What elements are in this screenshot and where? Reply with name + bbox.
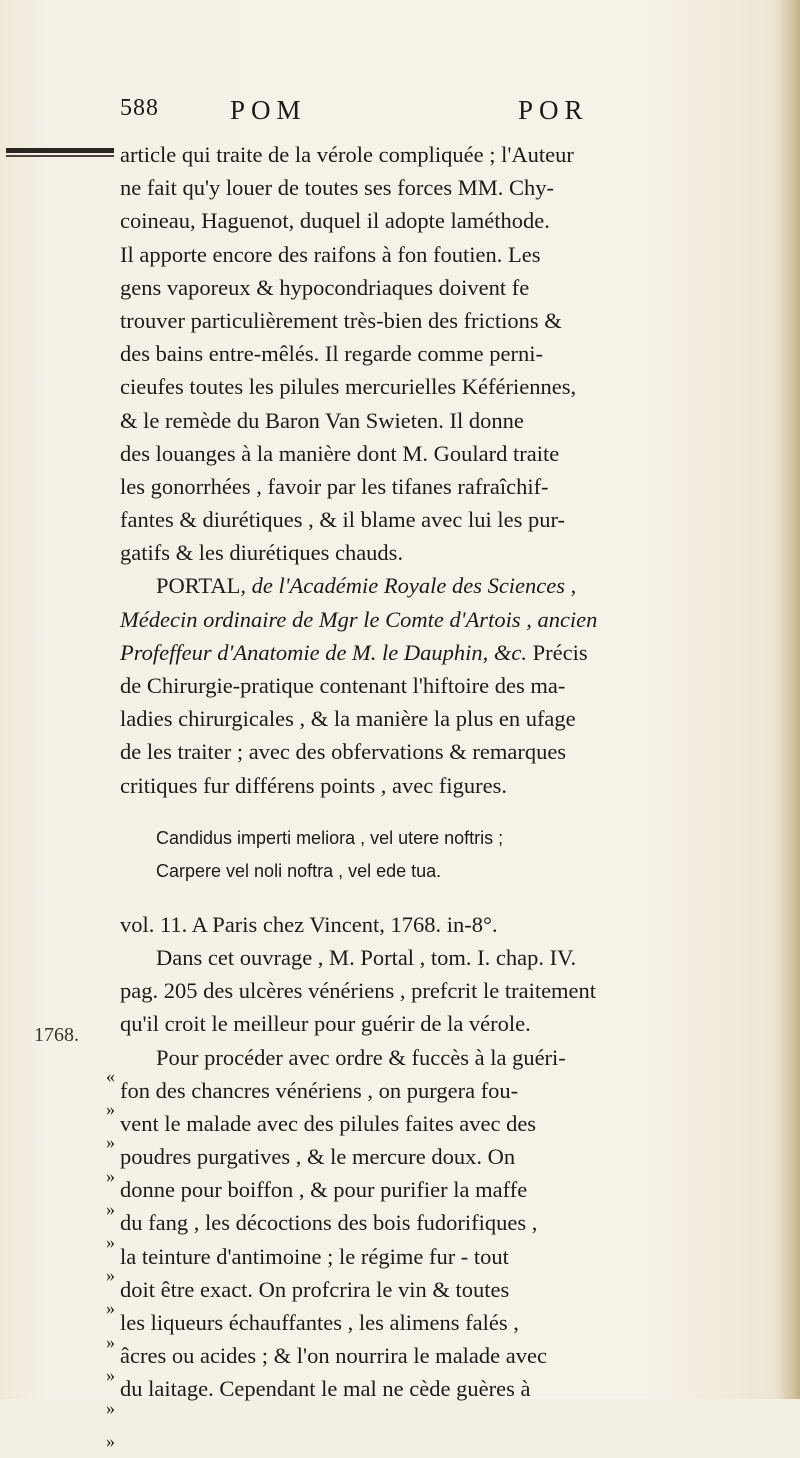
text-line: Pour procéder avec ordre & fuccès à la guéri-: [156, 1044, 566, 1070]
text-line: fon des chancres vénériens , on purgera fou-: [120, 1077, 519, 1103]
text-line: article qui traite de la vérole compliquée ; l'Auteur: [120, 142, 574, 167]
text-line: Il apporte encore des raifons à fon foutien. Les: [120, 241, 541, 267]
running-header: [120, 95, 660, 135]
entry-title-line: [120, 636, 768, 669]
spacer: [120, 802, 768, 822]
quote-mark: »: [106, 1397, 115, 1418]
text-line: âcres ou acides ; & l'on nourrira le malade avec: [120, 1343, 547, 1369]
text-line: du fang , les décoctions des bois fudorifiques ,: [120, 1210, 538, 1236]
text-line: les liqueurs échauffantes , les alimens falés ,: [120, 1310, 519, 1335]
quote-mark: »: [106, 1198, 115, 1219]
spacer: [120, 888, 768, 908]
text-line: ladies chirurgicales , & la manière la plus en ufage: [120, 706, 576, 732]
text-line: des bains entre-mêlés. Il regarde comme perni-: [120, 341, 543, 367]
text-line: poudres purgatives , & le mercure doux. On: [120, 1144, 516, 1170]
entry-title-line: [120, 603, 768, 636]
text-line: de les traiter ; avec des obfervations & remarques: [120, 739, 567, 765]
text-line: vol. 11. A Paris chez Vincent, 1768. in-8°.: [120, 911, 498, 937]
text-line: de Chirurgie-pratique contenant l'hiftoire des ma-: [120, 673, 566, 698]
text-line: les gonorrhées , favoir par les tifanes rafraîchif-: [120, 473, 549, 499]
text-line: cieufes toutes les pilules mercurielles Kéfériennes,: [120, 374, 577, 400]
body-text: [120, 138, 768, 1406]
epigraph-line: Carpere vel noli noftra , vel ede tua.: [156, 860, 442, 881]
text-line: gatifs & les diurétiques chauds.: [120, 540, 404, 566]
text-line: Dans cet ouvrage , M. Portal , tom. I. chap. IV.: [156, 944, 577, 970]
epigraph-line: Candidus imperti meliora , vel utere noftris ;: [156, 827, 504, 848]
quotation-marks-column: [106, 1060, 124, 1458]
text-line: gens vaporeux & hypocondriaques doivent fe: [120, 274, 530, 300]
text-line: pag. 205 des ulcères vénériens , prefcrit le traitement: [120, 978, 597, 1004]
quote-mark: »: [106, 1099, 115, 1120]
entry-title-italic: , de l'Académie Royale des Sciences ,: [240, 573, 577, 599]
page-number: 588: [120, 95, 159, 121]
quote-mark: »: [106, 1132, 115, 1153]
text-line: ne fait qu'y louer de toutes ses forces MM. Chy-: [120, 175, 554, 201]
text-line: critiques fur différens points , avec figures.: [120, 772, 507, 798]
margin-year: 1768.: [34, 1024, 79, 1046]
text-line: vent le malade avec des pilules faites avec des: [120, 1110, 537, 1136]
text-line: doit être exact. On profcrira le vin & toutes: [120, 1276, 510, 1302]
header-rule: [6, 148, 114, 153]
text-line: des louanges à la manière dont M. Goulard traite: [120, 440, 560, 466]
text-line: du laitage. Cependant le mal ne cède guères à: [120, 1376, 531, 1402]
text-line: qu'il croit le meilleur pour guérir de la vérole.: [120, 1011, 531, 1037]
entry-title-italic: Médecin ordinaire de Mgr le Comte d'Artois , ancien: [120, 606, 598, 632]
entry-heading-line: [120, 569, 768, 602]
text-line: trouver particulièrement très-bien des frictions &: [120, 307, 562, 333]
text-line: la teinture d'antimoine ; le régime fur - tout: [120, 1243, 509, 1269]
quote-mark: »: [106, 1231, 115, 1252]
entry-title-tail: Précis: [527, 639, 588, 665]
entry-title-italic: Profeffeur d'Anatomie de M. le Dauphin, &c.: [120, 639, 528, 665]
left-running-head: POM: [230, 95, 307, 125]
text-line: fantes & diurétiques , & il blame avec lui les pur-: [120, 507, 566, 533]
text-line: coineau, Haguenot, duquel il adopte laméthode.: [120, 208, 550, 234]
quote-mark: »: [106, 1331, 115, 1352]
quote-mark: «: [106, 1066, 115, 1086]
text-line: donne pour boiffon , & pour purifier la maffe: [120, 1177, 528, 1203]
quote-mark: »: [106, 1431, 115, 1452]
quote-mark: »: [106, 1265, 115, 1286]
text-line: & le remède du Baron Van Swieten. Il donne: [120, 407, 524, 433]
quote-mark: »: [106, 1298, 115, 1319]
page-edge-shadow: [778, 0, 800, 1399]
right-running-head: POR: [518, 95, 589, 125]
quote-mark: »: [106, 1364, 115, 1385]
header-rule-thin: [6, 155, 114, 157]
quote-mark: »: [106, 1165, 115, 1186]
entry-name: PORTAL: [156, 573, 241, 599]
